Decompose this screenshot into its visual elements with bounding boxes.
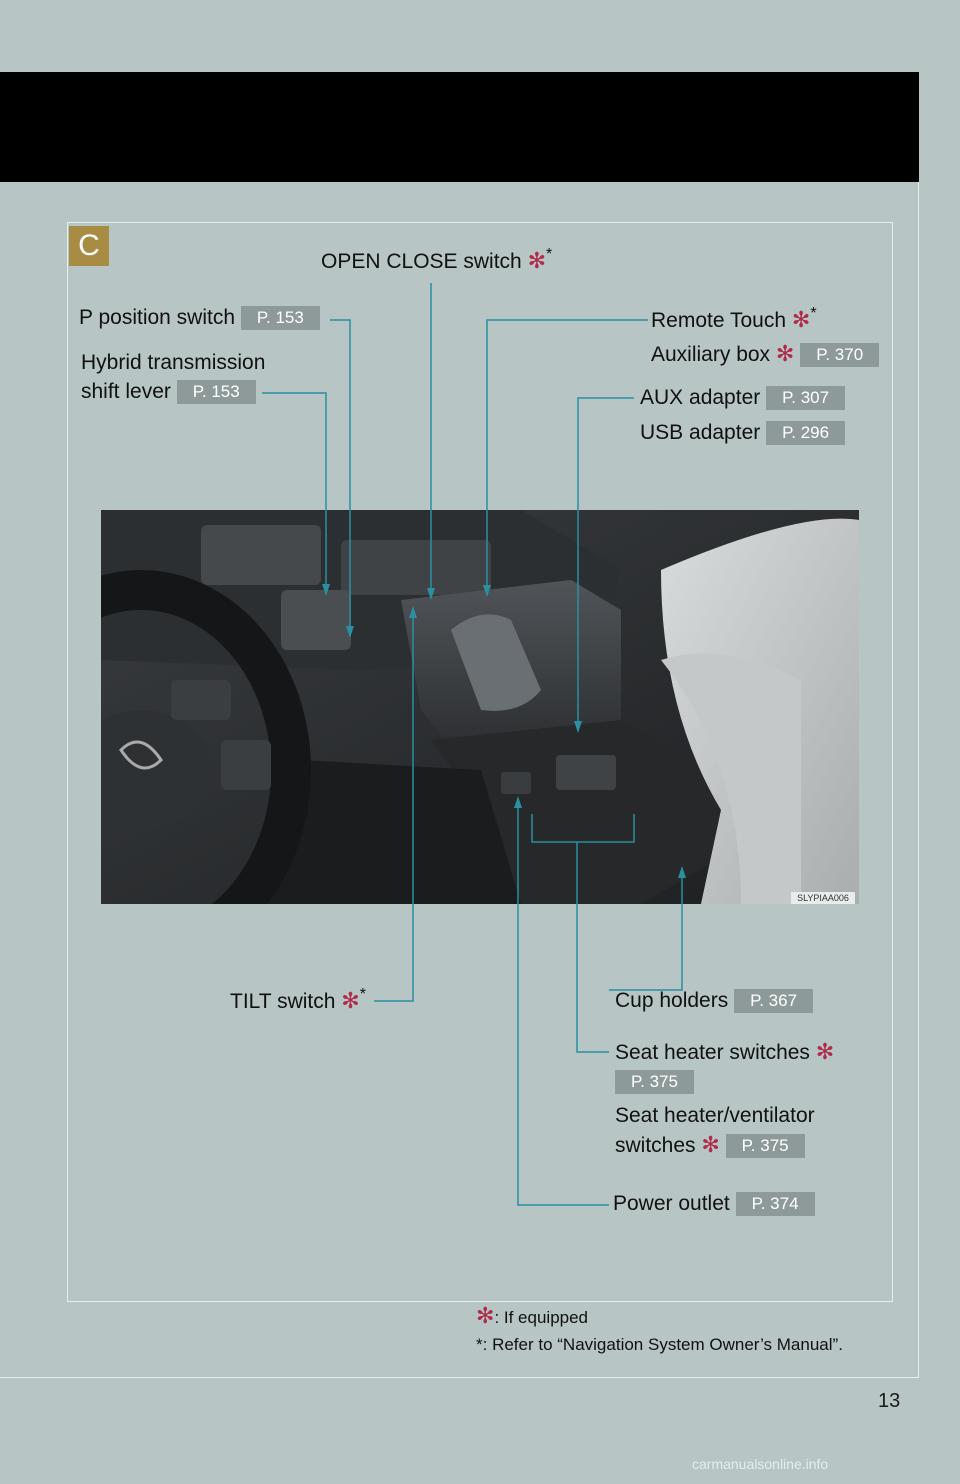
page-ref-tag[interactable]: P. 307	[766, 386, 845, 410]
page-ref-tag[interactable]: P. 374	[736, 1192, 815, 1216]
page-ref-tag[interactable]: P. 370	[800, 343, 879, 367]
seat-ventilator-label-line2: switches ✻ P. 375	[615, 1133, 805, 1158]
footnote-if-equipped: ✻: If equipped	[476, 1303, 589, 1328]
usb-adapter-label: USB adapter P. 296	[640, 421, 845, 445]
if-equipped-icon: ✻	[341, 988, 360, 1013]
cup-holders-label: Cup holders P. 367	[615, 989, 813, 1013]
power-outlet-label: Power outlet P. 374	[613, 1192, 815, 1216]
if-equipped-icon: ✻	[476, 1303, 495, 1328]
if-equipped-icon: ✻	[527, 248, 547, 273]
remote-touch-label: Remote Touch ✻*	[651, 305, 817, 332]
hybrid-lever-label-line1: Hybrid transmission	[81, 351, 266, 374]
photo-code: SLYPIAA006	[797, 893, 849, 903]
p-position-switch-label: P position switch P. 153	[79, 306, 320, 330]
seat-heater-ref	[615, 1070, 694, 1094]
nav-manual-icon: *	[546, 246, 553, 263]
tilt-switch-label: TILT switch ✻*	[230, 986, 366, 1013]
page-number: 13	[878, 1390, 901, 1412]
watermark: carmanualsonline.info	[692, 1456, 829, 1472]
page-ref-tag[interactable]: P. 375	[726, 1134, 805, 1158]
open-close-switch-label: OPEN CLOSE switch ✻*	[321, 246, 553, 273]
auxiliary-box-label: Auxiliary box ✻ P. 370	[651, 342, 879, 367]
seat-ventilator-label-line1: Seat heater/ventilator	[615, 1104, 815, 1127]
if-equipped-icon: ✻	[775, 341, 795, 366]
page-ref-tag[interactable]: P. 375	[615, 1070, 694, 1094]
footnote-nav-manual: *: Refer to “Navigation System Owner’s Manual”.	[476, 1335, 843, 1354]
page-ref-tag[interactable]: P. 153	[177, 380, 256, 404]
if-equipped-icon: ✻	[791, 307, 811, 332]
hybrid-lever-label-line2: shift lever P. 153	[81, 380, 256, 404]
if-equipped-icon: ✻	[701, 1132, 720, 1157]
nav-manual-icon: *	[359, 986, 366, 1003]
page-ref-tag[interactable]: P. 367	[734, 989, 813, 1013]
nav-manual-icon: *	[810, 305, 817, 322]
section-badge: C	[69, 226, 109, 266]
if-equipped-icon: ✻	[815, 1039, 835, 1064]
page-ref-tag[interactable]: P. 296	[766, 421, 845, 445]
seat-heater-label: Seat heater switches ✻	[615, 1039, 835, 1064]
nav-manual-icon: *	[476, 1335, 483, 1354]
aux-adapter-label: AUX adapter P. 307	[640, 386, 845, 410]
page-ref-tag[interactable]: P. 153	[241, 306, 320, 330]
